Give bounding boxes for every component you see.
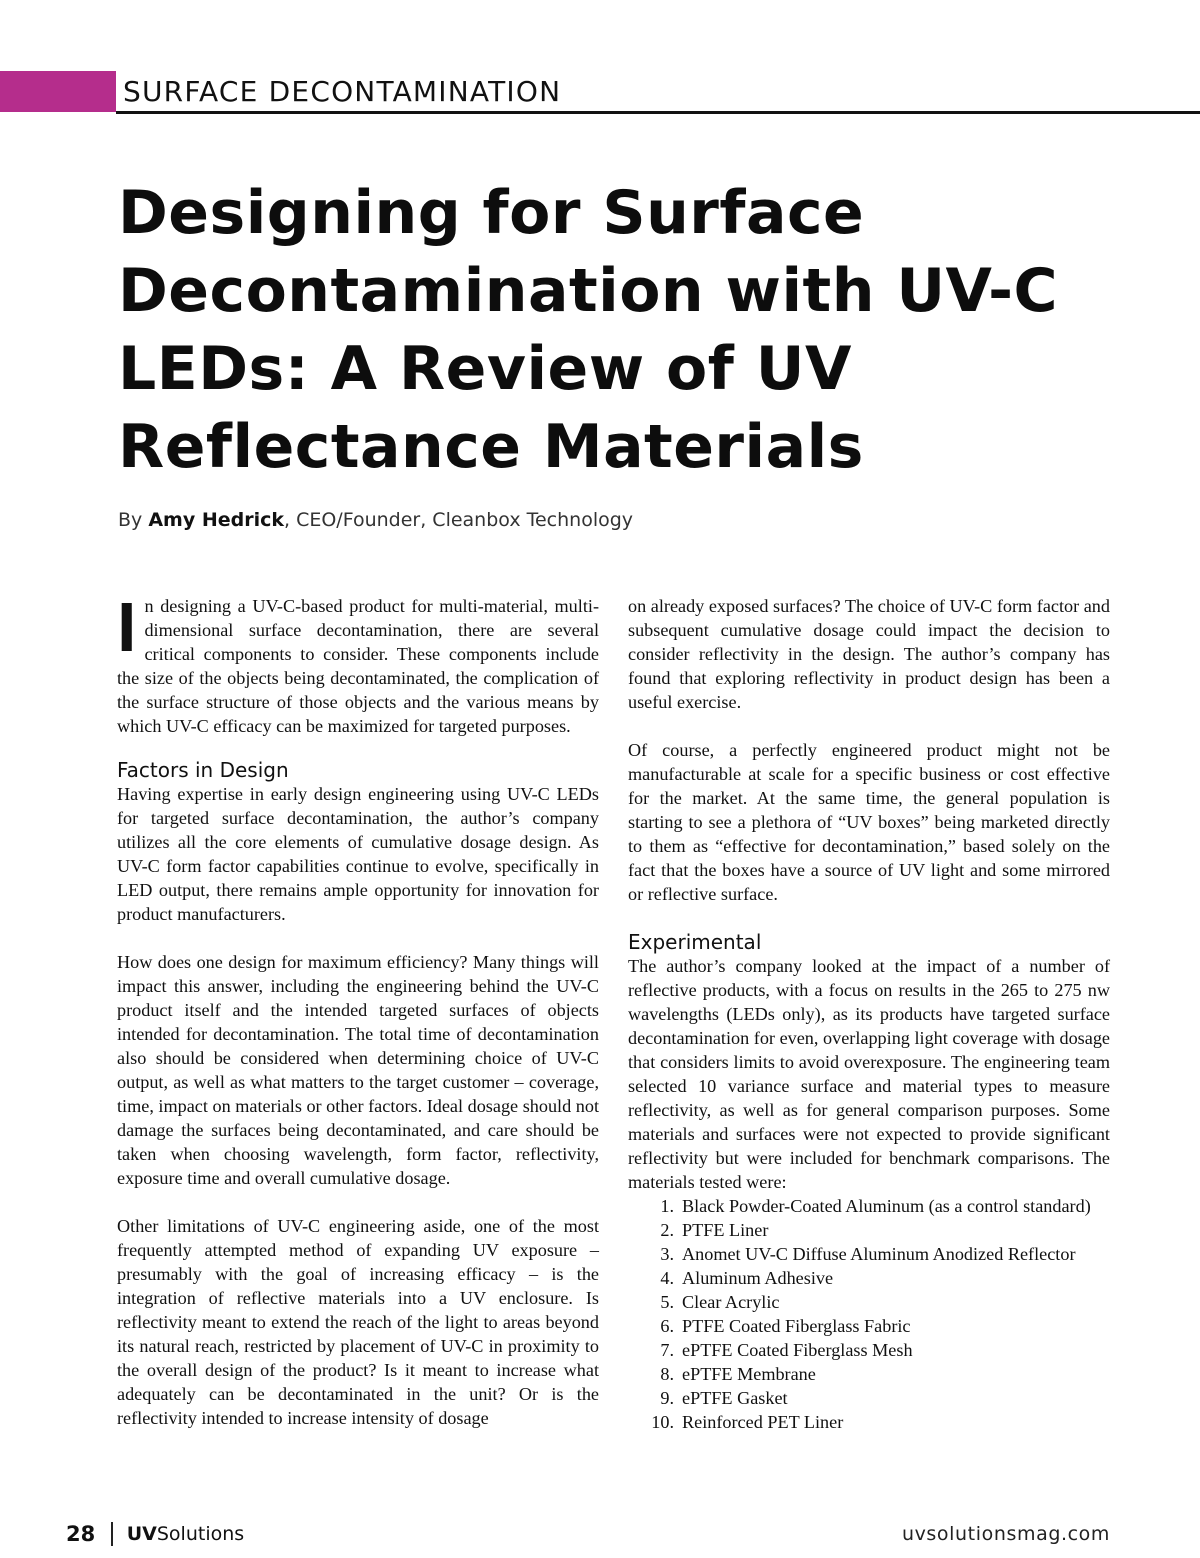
footer-left (66, 1518, 244, 1550)
list-item (628, 1386, 1110, 1410)
list-item-number: 9. (660, 1388, 674, 1408)
list-item-text: Clear Acrylic (682, 1292, 780, 1312)
list-item-number: 4. (660, 1268, 674, 1288)
list-item-text: Anomet UV-C Diffuse Aluminum Anodized Reflector (682, 1244, 1076, 1264)
page-number: 28 (66, 1522, 96, 1546)
intro-text: n designing a UV-C-based product for multi-material, multi-dimensional surface decontamination, there are several critical components to consider. These components include the size of the objects being decontaminated, the complication of the surface structure of those objects and the various means by which UV-C efficacy can be maximized for targeted purposes. (117, 596, 599, 736)
list-item-text: Reinforced PET Liner (682, 1412, 844, 1432)
byline-prefix: By (118, 509, 149, 531)
right-column (628, 594, 1110, 1434)
paragraph: on already exposed surfaces? The choice of UV-C form factor and subsequent cumulative dosage could impact the decision to consider reflectivity in the design. The author’s company has found that exploring reflectivity in product design has been a useful exercise. (628, 596, 1110, 712)
section-label: SURFACE DECONTAMINATION (123, 75, 562, 108)
footer-divider (111, 1522, 113, 1546)
list-item-number: 8. (660, 1364, 674, 1384)
list-item (628, 1410, 1110, 1434)
list-item-number: 6. (660, 1316, 674, 1336)
paragraph: Having expertise in early design engineering using UV-C LEDs for targeted surface decontamination, the author’s company utilizes all the core elements of cumulative dosage design. As UV-C form factor capabilities continue to evolve, specifically in LED output, there remains ample opportunity for innovation for product manufacturers. (117, 784, 599, 924)
author-name: Amy Hedrick (148, 509, 284, 531)
list-item (628, 1194, 1110, 1218)
author-role: , CEO/Founder, Cleanbox Technology (284, 509, 634, 531)
byline (118, 506, 633, 534)
drop-cap: I (117, 588, 137, 666)
section-rule (116, 111, 1200, 114)
subhead-experimental: Experimental (628, 930, 762, 954)
list-item-number: 1. (660, 1196, 674, 1216)
list-item-text: ePTFE Coated Fiberglass Mesh (682, 1340, 913, 1360)
magazine-name-light: Solutions (156, 1523, 245, 1545)
list-item (628, 1218, 1110, 1242)
list-item-number: 3. (660, 1244, 674, 1264)
materials-list (628, 1194, 1110, 1434)
list-item (628, 1290, 1110, 1314)
paragraph: Of course, a perfectly engineered product might not be manufacturable at scale for a specific business or cost effective for the market. At the same time, the general population is starting to see a plethora of “UV boxes” being marketed directly to them as “effective for decontamination,” based solely on the fact that the boxes have a source of UV light and some mirrored or reflective surface. (628, 740, 1110, 904)
list-item-text: PTFE Liner (682, 1220, 769, 1240)
intro-paragraph (117, 588, 599, 738)
list-item (628, 1362, 1110, 1386)
list-item-text: ePTFE Membrane (682, 1364, 816, 1384)
section-accent-bar (0, 71, 116, 112)
paragraph: The author’s company looked at the impact of a number of reflective products, with a focus on results in the 265 to 275 nw wavelengths (LEDs only), as its products have targeted surface decontamination for even, overlapping light coverage with dosage that considers limits to avoid overexposure. The engineering team selected 10 variance surface and material types to measure reflectivity, as well as for general comparison purposes. Some materials and surfaces were not expected to provide significant reflectivity but were included for benchmark comparisons. The materials tested were: (628, 956, 1110, 1192)
list-item (628, 1314, 1110, 1338)
left-column (117, 588, 599, 1430)
list-item (628, 1338, 1110, 1362)
list-item-text: Black Powder-Coated Aluminum (as a control standard) (682, 1196, 1091, 1216)
list-item-number: 10. (651, 1412, 674, 1432)
paragraph: How does one design for maximum efficiency? Many things will impact this answer, including the engineering behind the UV-C product itself and the intended targeted surfaces of objects intended for decontamination. The total time of decontamination also should be considered when determining choice of UV-C output, as well as what matters to the target customer – coverage, time, impact on materials or other factors. Ideal dosage should not damage the surfaces being decontaminated, and care should be taken when choosing wavelength, form factor, reflectivity, exposure time and overall cumulative dosage. (117, 952, 599, 1188)
list-item-number: 2. (660, 1220, 674, 1240)
magazine-name-bold: UV (126, 1523, 157, 1545)
list-item-text: Aluminum Adhesive (682, 1268, 834, 1288)
list-item-number: 7. (660, 1340, 674, 1360)
list-item (628, 1242, 1110, 1266)
list-item-number: 5. (660, 1292, 674, 1312)
footer-website: uvsolutionsmag.com (901, 1523, 1110, 1545)
list-item-text: ePTFE Gasket (682, 1388, 788, 1408)
list-item (628, 1266, 1110, 1290)
article-title: Designing for Surface Decontamination with UV-C LEDs: A Review of UV Reflectance Materials (118, 178, 1059, 482)
paragraph: Other limitations of UV-C engineering aside, one of the most frequently attempted method of expanding UV exposure – presumably with the goal of increasing efficacy – is the integration of reflective materials into a UV enclosure. Is reflectivity meant to extend the reach of the light to areas beyond its natural reach, restricted by placement of UV-C in proximity to the overall design of the product? Is it meant to increase what adequately can be decontaminated in the unit? Or is the reflectivity intended to increase intensity of dosage (117, 1216, 599, 1428)
list-item-text: PTFE Coated Fiberglass Fabric (682, 1316, 911, 1336)
subhead-factors-in-design: Factors in Design (117, 758, 289, 782)
